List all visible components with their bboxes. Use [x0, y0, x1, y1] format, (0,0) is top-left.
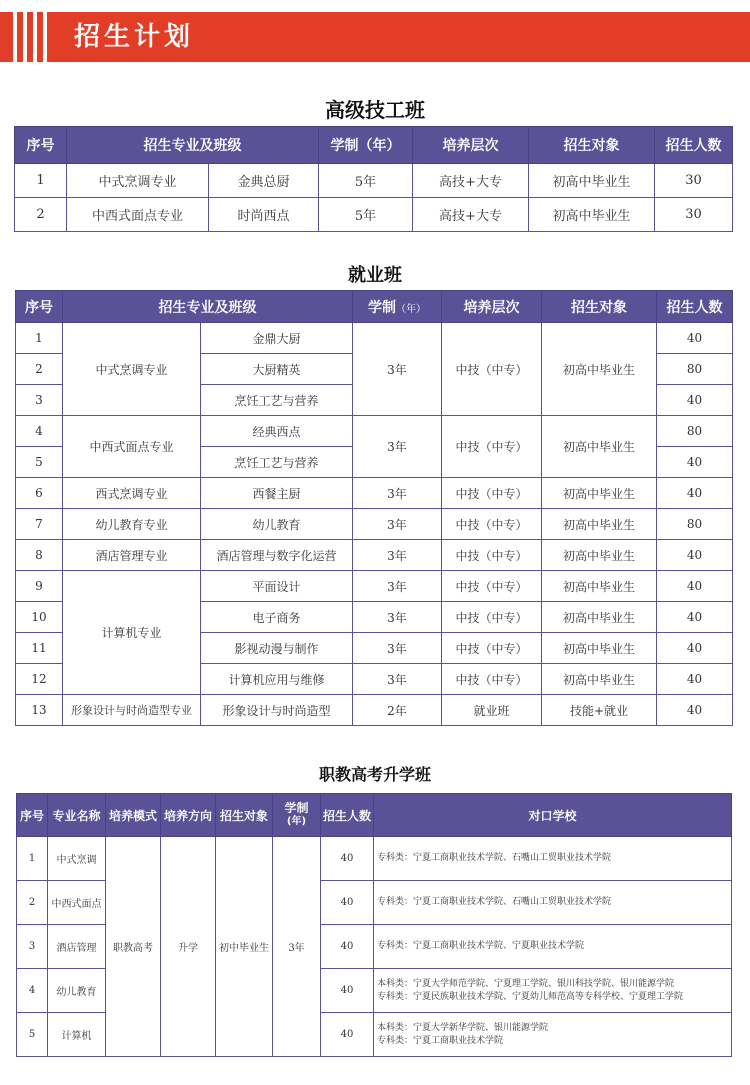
- cell-major: 中西式面点专业: [67, 198, 209, 232]
- table-row: [16, 571, 733, 602]
- cell-count: 30: [655, 198, 733, 232]
- cell-no: 6: [16, 478, 63, 509]
- cell-no: 4: [17, 969, 48, 1013]
- header-banner: [0, 12, 750, 62]
- cell-target: 技能+就业: [542, 695, 657, 726]
- cell-direction: 升学: [161, 837, 216, 1057]
- header-years: 学制（年）: [319, 127, 413, 164]
- cell-count: 40: [321, 881, 374, 925]
- cell-level: 高技+大专: [413, 164, 529, 198]
- cell-no: 1: [17, 837, 48, 881]
- school-line: 专科类：宁夏民族职业技术学院、宁夏幼儿师范高等专科学校、宁夏理工学院: [377, 991, 684, 1002]
- cell-years: 3年: [353, 478, 442, 509]
- cell-major: 幼儿教育专业: [63, 509, 201, 540]
- cell-target: 初高中毕业生: [542, 571, 657, 602]
- cell-years: 3年: [353, 509, 442, 540]
- cell-major: 西式烹调专业: [63, 478, 201, 509]
- cell-level: 中技（中专）: [442, 416, 542, 478]
- banner-stripe: [13, 12, 17, 62]
- cell-schools: [374, 1013, 732, 1057]
- table-row: [16, 540, 733, 571]
- cell-years: 3年: [353, 323, 442, 416]
- cell-target: 初高中毕业生: [542, 323, 657, 416]
- cell-no: 13: [16, 695, 63, 726]
- cell-count: 30: [655, 164, 733, 198]
- cell-major: 酒店管理: [48, 925, 106, 969]
- cell-class: 经典西点: [201, 416, 353, 447]
- cell-class: 形象设计与时尚造型: [201, 695, 353, 726]
- cell-no: 8: [16, 540, 63, 571]
- cell-target: 初高中毕业生: [542, 478, 657, 509]
- cell-no: 1: [15, 164, 67, 198]
- header-no: 序号: [17, 794, 48, 837]
- cell-target: 初高中毕业生: [542, 416, 657, 478]
- header-years-unit: （年）: [396, 303, 426, 315]
- header-mode: 培养模式: [106, 794, 161, 837]
- cell-mode: 职教高考: [106, 837, 161, 1057]
- header-direction: 培养方向: [161, 794, 216, 837]
- cell-level: 中技（中专）: [442, 540, 542, 571]
- header-count: 招生人数: [657, 291, 733, 323]
- cell-schools: [374, 881, 732, 925]
- table-row: [16, 323, 733, 354]
- cell-target: 初高中毕业生: [542, 509, 657, 540]
- cell-no: 4: [16, 416, 63, 447]
- school-line: 专科类：宁夏工商职业技术学院、宁夏职业技术学院: [377, 941, 585, 951]
- cell-count: 40: [321, 969, 374, 1013]
- cell-target: 初高中毕业生: [542, 602, 657, 633]
- cell-years: 5年: [319, 164, 413, 198]
- cell-target: 初高中毕业生: [542, 540, 657, 571]
- employment-section-title: 就业班: [348, 265, 402, 286]
- cell-no: 5: [16, 447, 63, 478]
- cell-major: 中式烹调: [48, 837, 106, 881]
- cell-no: 2: [15, 198, 67, 232]
- cell-no: 7: [16, 509, 63, 540]
- cell-target: 初高中毕业生: [542, 633, 657, 664]
- cell-no: 2: [16, 354, 63, 385]
- table-row: [15, 198, 733, 232]
- school-line: 专科类：宁夏工商职业技术学院、石嘴山工贸职业技术学院: [377, 897, 612, 907]
- cell-major: 幼儿教育: [48, 969, 106, 1013]
- cell-count: 40: [657, 633, 733, 664]
- cell-class: 西餐主厨: [201, 478, 353, 509]
- cell-count: 40: [321, 837, 374, 881]
- cell-level: 中技（中专）: [442, 633, 542, 664]
- cell-class: 酒店管理与数字化运营: [201, 540, 353, 571]
- cell-major: 形象设计与时尚造型专业: [63, 695, 201, 726]
- cell-level: 中技（中专）: [442, 478, 542, 509]
- header-schools: 对口学校: [374, 794, 732, 837]
- banner-stripe: [43, 12, 47, 62]
- cell-level: 中技（中专）: [442, 323, 542, 416]
- header-target: 招生对象: [216, 794, 273, 837]
- cell-no: 1: [16, 323, 63, 354]
- cell-major: 中西式面点: [48, 881, 106, 925]
- cell-class: 影视动漫与制作: [201, 633, 353, 664]
- header-years-line2: (年): [286, 816, 307, 827]
- table-row: [16, 478, 733, 509]
- cell-count: 80: [657, 416, 733, 447]
- cell-class: 幼儿教育: [201, 509, 353, 540]
- cell-level: 高技+大专: [413, 198, 529, 232]
- header-no: 序号: [15, 127, 67, 164]
- cell-no: 3: [16, 385, 63, 416]
- cell-count: 40: [657, 602, 733, 633]
- header-no: 序号: [16, 291, 63, 323]
- cell-major: 中式烹调专业: [67, 164, 209, 198]
- cell-target: 初中毕业生: [216, 837, 273, 1057]
- cell-count: 40: [657, 571, 733, 602]
- cell-class: 大厨精英: [201, 354, 353, 385]
- college-table: [16, 793, 732, 1057]
- cell-no: 9: [16, 571, 63, 602]
- cell-years: 5年: [319, 198, 413, 232]
- cell-target: 初高中毕业生: [529, 164, 655, 198]
- cell-level: 中技（中专）: [442, 602, 542, 633]
- cell-level: 中技（中专）: [442, 571, 542, 602]
- cell-schools: [374, 925, 732, 969]
- header-years: [273, 794, 321, 837]
- cell-class: 平面设计: [201, 571, 353, 602]
- header-major: 专业名称: [48, 794, 106, 837]
- header-count: 招生人数: [655, 127, 733, 164]
- cell-count: 40: [321, 1013, 374, 1057]
- cell-no: 5: [17, 1013, 48, 1057]
- cell-level: 中技（中专）: [442, 664, 542, 695]
- table-header-row: [17, 794, 732, 837]
- cell-major: 计算机专业: [63, 571, 201, 695]
- header-target: 招生对象: [542, 291, 657, 323]
- cell-years: 3年: [353, 664, 442, 695]
- cell-years: 2年: [353, 695, 442, 726]
- employment-table: [15, 290, 733, 726]
- cell-class: 烹饪工艺与营养: [201, 447, 353, 478]
- cell-class: 金鼎大厨: [201, 323, 353, 354]
- school-line: 专科类：宁夏工商职业技术学院、石嘴山工贸职业技术学院: [377, 853, 612, 863]
- cell-count: 80: [657, 354, 733, 385]
- header-level: 培养层次: [442, 291, 542, 323]
- banner-stripe: [23, 12, 27, 62]
- header-major: 招生专业及班级: [63, 291, 353, 323]
- table-header-row: [16, 291, 733, 323]
- cell-count: 40: [657, 478, 733, 509]
- cell-major: 酒店管理专业: [63, 540, 201, 571]
- school-line: 本科类：宁夏大学师范学院、宁夏理工学院、银川科技学院、银川能源学院: [377, 978, 675, 989]
- cell-major: 计算机: [48, 1013, 106, 1057]
- cell-major: 中西式面点专业: [63, 416, 201, 478]
- cell-years: 3年: [353, 602, 442, 633]
- banner-stripe: [33, 12, 37, 62]
- cell-level: 就业班: [442, 695, 542, 726]
- cell-class: 烹饪工艺与营养: [201, 385, 353, 416]
- cell-count: 40: [657, 664, 733, 695]
- cell-years: 3年: [273, 837, 321, 1057]
- advanced-table: [14, 126, 733, 232]
- table-row: [16, 416, 733, 447]
- header-count: 招生人数: [321, 794, 374, 837]
- table-header-row: [15, 127, 733, 164]
- cell-count: 40: [657, 540, 733, 571]
- cell-no: 2: [17, 881, 48, 925]
- cell-class: 金典总厨: [209, 164, 319, 198]
- advanced-section-title: 高级技工班: [325, 98, 425, 122]
- cell-class: 时尚西点: [209, 198, 319, 232]
- cell-major: 中式烹调专业: [63, 323, 201, 416]
- table-row: [17, 837, 732, 881]
- header-major: 招生专业及班级: [67, 127, 319, 164]
- header-years-line1: 学制: [284, 801, 309, 815]
- cell-count: 80: [657, 509, 733, 540]
- page-title: 招生计划: [74, 22, 195, 52]
- header-target: 招生对象: [529, 127, 655, 164]
- cell-class: 计算机应用与维修: [201, 664, 353, 695]
- cell-no: 10: [16, 602, 63, 633]
- header-years: [353, 291, 442, 323]
- cell-years: 3年: [353, 416, 442, 478]
- cell-target: 初高中毕业生: [542, 664, 657, 695]
- cell-years: 3年: [353, 540, 442, 571]
- header-years-main: 学制: [368, 299, 396, 316]
- cell-level: 中技（中专）: [442, 509, 542, 540]
- cell-count: 40: [321, 925, 374, 969]
- cell-no: 11: [16, 633, 63, 664]
- cell-count: 40: [657, 385, 733, 416]
- cell-no: 3: [17, 925, 48, 969]
- school-line: 本科类：宁夏大学新华学院、银川能源学院: [377, 1022, 549, 1033]
- table-row: [16, 695, 733, 726]
- cell-schools: [374, 837, 732, 881]
- table-row: [15, 164, 733, 198]
- cell-count: 40: [657, 695, 733, 726]
- cell-schools: [374, 969, 732, 1013]
- cell-target: 初高中毕业生: [529, 198, 655, 232]
- table-row: [16, 509, 733, 540]
- cell-years: 3年: [353, 571, 442, 602]
- school-line: 专科类：宁夏工商职业技术学院: [377, 1035, 504, 1046]
- cell-count: 40: [657, 323, 733, 354]
- cell-years: 3年: [353, 633, 442, 664]
- cell-count: 40: [657, 447, 733, 478]
- header-level: 培养层次: [413, 127, 529, 164]
- college-section-title: 职教高考升学班: [318, 765, 431, 784]
- cell-no: 12: [16, 664, 63, 695]
- cell-class: 电子商务: [201, 602, 353, 633]
